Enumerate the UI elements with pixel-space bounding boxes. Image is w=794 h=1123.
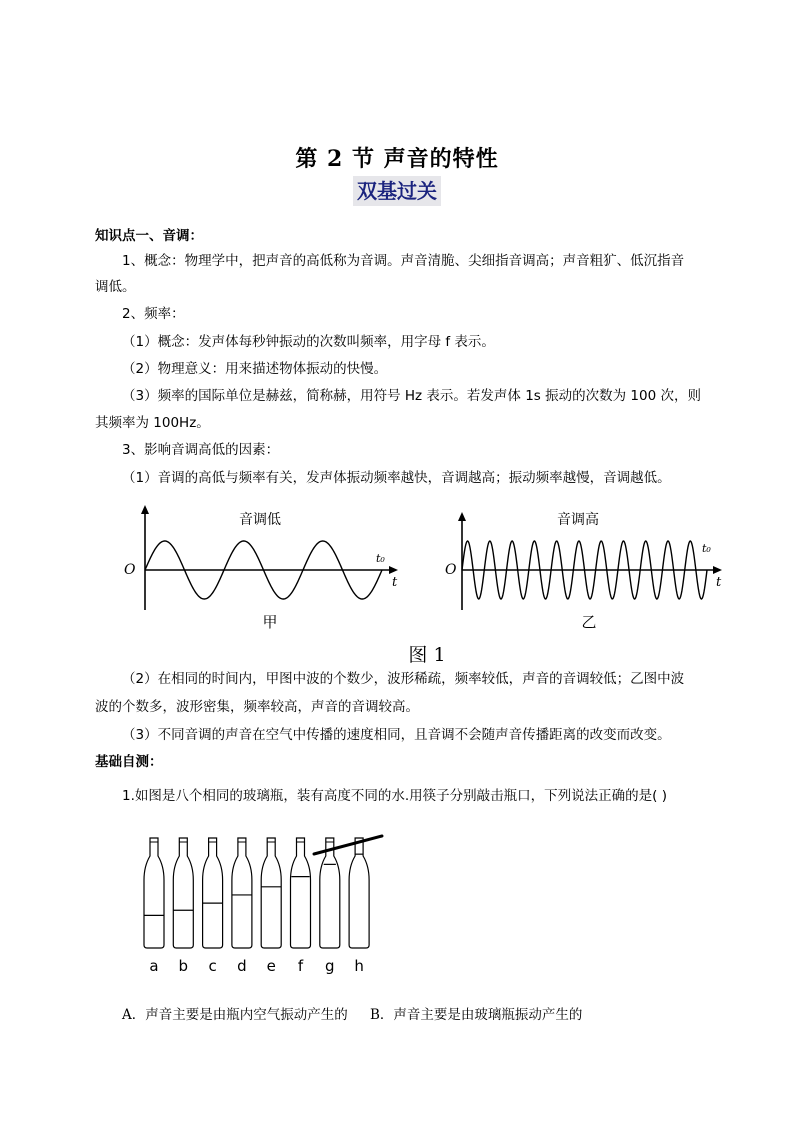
pitch-factor-2-line2: 波的个数多，波形密集，频率较高，声音的音调较高。: [95, 699, 419, 715]
left-x-arrow: [389, 566, 398, 574]
figure-1-caption: 图 1: [408, 644, 446, 666]
bottle-d: [232, 838, 252, 948]
bottle-g: [320, 838, 340, 948]
knowledge-heading: 知识点一、音调：: [95, 228, 203, 244]
question-1: 1.如图是八个相同的玻璃瓶，装有高度不同的水.用筷子分别敲击瓶口，下列说法正确的是( ): [122, 788, 667, 804]
pitch-factor-1: （1）音调的高低与频率有关，发声体振动频率越快，音调越高；振动频率越慢，音调越低。: [122, 470, 671, 486]
bottle-label-e: e: [266, 957, 276, 975]
bottle-c: [203, 838, 223, 948]
bottle-b: [173, 838, 193, 948]
pitch-factor-heading: 3、影响音调高低的因素：: [122, 442, 280, 458]
chopstick: [314, 836, 382, 854]
figure-1-waves: [120, 500, 740, 635]
frequency-meaning: （2）物理意义：用来描述物体振动的快慢。: [122, 361, 388, 377]
quiz-heading: 基础自测：: [95, 754, 163, 770]
concept-line1: 1、概念：物理学中，把声音的高低称为音调。声音清脆、尖细指音调高；声音粗犷、低沉指音: [122, 253, 685, 269]
option-a[interactable]: A．声音主要是由瓶内空气振动产生的: [122, 1007, 348, 1023]
bottle-label-f: f: [297, 957, 304, 975]
bottles-figure: [130, 828, 400, 978]
right-t0: t₀: [702, 542, 711, 555]
frequency-unit-line2: 其频率为 100Hz。: [95, 415, 210, 431]
left-y-arrow: [141, 505, 149, 514]
right-origin: O: [445, 562, 457, 578]
option-b[interactable]: B．声音主要是由玻璃瓶振动产生的: [370, 1007, 583, 1023]
left-t: t: [392, 575, 398, 590]
bottle-a: [144, 838, 164, 948]
bottle-label-g: g: [325, 957, 335, 975]
pitch-factor-3: （3）不同音调的声音在空气中传播的速度相同，且音调不会随声音传播距离的改变而改变。: [122, 727, 671, 743]
frequency-unit-line1: （3）频率的国际单位是赫兹，简称赫，用符号 Hz 表示。若发声体 1s 振动的次数为 100 次，则: [122, 388, 701, 404]
right-x-arrow: [713, 566, 722, 574]
right-caption: 乙: [581, 613, 597, 631]
bottle-label-c: c: [208, 957, 217, 975]
left-caption: 甲: [262, 613, 278, 631]
right-y-arrow: [458, 512, 466, 521]
bottles-group: [144, 838, 369, 948]
bottle-label-d: d: [237, 957, 247, 975]
bottle-label-a: a: [149, 957, 159, 975]
frequency-concept: （1）概念：发声体每秒钟振动的次数叫频率，用字母 f 表示。: [122, 334, 495, 350]
right-wave-graph: [445, 511, 722, 631]
pitch-factor-2-line1: （2）在相同的时间内，甲图中波的个数少，波形稀疏，频率较低，声音的音调较低；乙图中波: [122, 671, 685, 687]
left-wave-graph: [124, 505, 398, 631]
bottle-e: [261, 838, 281, 948]
left-title: 音调低: [239, 512, 281, 528]
left-t0: t₀: [376, 552, 385, 565]
bottle-labels: [149, 957, 363, 975]
bottle-f: [291, 838, 311, 948]
right-title: 音调高: [557, 512, 599, 528]
section-subtitle: [0, 176, 794, 206]
page-title: 第 2 节 声音的特性: [295, 146, 499, 172]
left-origin: O: [124, 562, 136, 578]
subtitle-text: 双基过关: [353, 176, 441, 206]
bottle-label-b: b: [178, 957, 189, 975]
frequency-heading: 2、频率：: [122, 306, 185, 322]
concept-line2: 调低。: [95, 279, 136, 295]
right-t: t: [716, 575, 722, 590]
bottle-label-h: h: [354, 957, 364, 975]
